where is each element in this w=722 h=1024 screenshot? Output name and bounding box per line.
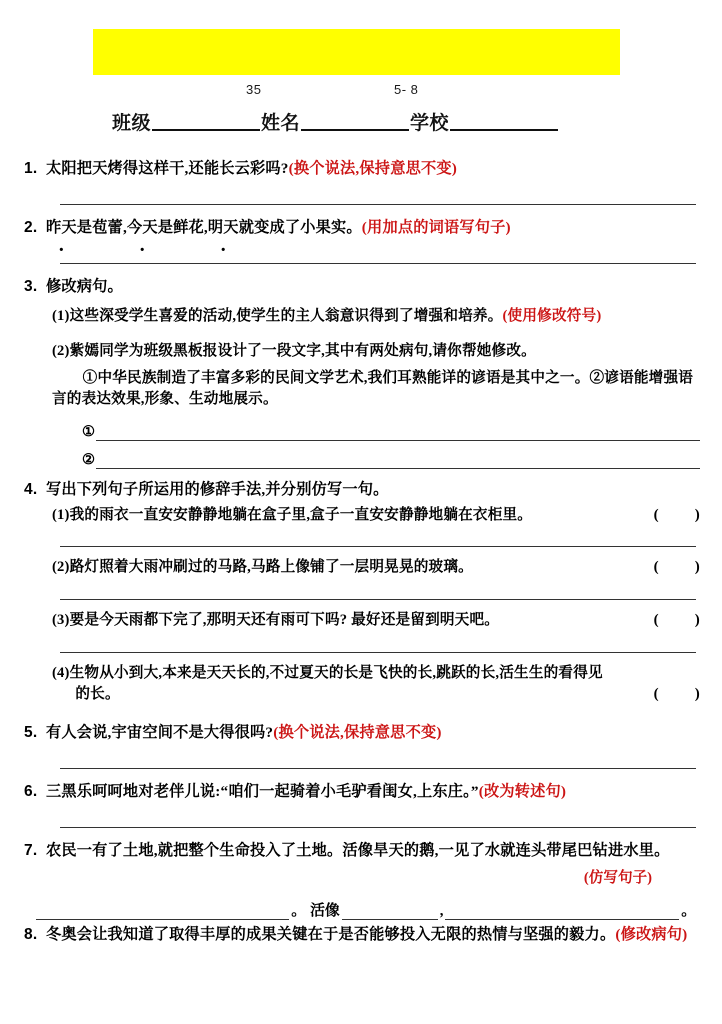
question-3-number: 3. [24,278,38,295]
question-6-number: 6. [24,782,38,800]
page-marker-row [0,82,722,102]
question-3-sub-2-label: (2) [52,343,70,360]
name-label: 姓名 [261,113,301,134]
question-1 [24,158,700,205]
question-7-blank-1[interactable] [36,904,289,920]
question-7-punct-3: 。 [681,902,696,919]
question-7-blank-2[interactable] [342,904,438,920]
question-4-item-2-sentence: 路灯照着大雨冲刷过的马路,马路上像铺了一层明晃晃的玻璃。 [69,559,473,576]
paren-close: ) [694,686,700,703]
question-5-number: 5. [24,723,38,741]
question-6-answer-line[interactable] [60,827,696,828]
question-2-seg-1: 是苞蕾, [76,219,127,236]
question-4-item-2 [52,557,700,579]
question-4-item-3 [52,610,700,632]
paren-close: ) [694,506,700,523]
question-4-title: 写出下列句子所运用的修辞手法,并分别仿写一句。 [46,480,389,498]
question-3-sub-1 [52,306,700,327]
question-2-text [46,217,700,239]
question-7-fill-row [36,899,698,920]
question-5-answer-line[interactable] [60,768,696,769]
class-blank[interactable] [152,129,260,131]
question-3-answer-1[interactable] [82,423,700,441]
question-4-item-1-label: (1) [52,506,70,523]
paren-open: ( [653,612,659,629]
paren-open: ( [653,506,659,523]
question-6-instruction: (改为转述句) [478,782,567,800]
question-4-item-4 [52,663,700,684]
question-3 [24,276,700,469]
question-2 [24,217,700,264]
question-3-sub-1-label: (1) [52,308,70,324]
section-range-marker: 5- 8 [394,82,419,97]
question-1-text [46,158,700,180]
paren-close: ) [694,559,700,576]
emphasis-word-2: 今天 [126,219,158,236]
question-2-seg-2: 是鲜花, [157,219,208,236]
paren-open: ( [653,559,659,576]
question-1-answer-line[interactable] [60,204,696,205]
question-2-instruction: (用加点的词语写句子) [361,219,511,236]
question-2-seg-3: 就变成了小果实。 [238,219,362,236]
question-7-punct-1: 。 [291,902,307,919]
question-1-sentence: 太阳把天烤得这样干,还能长云彩吗? [46,160,289,177]
question-6-text [46,781,700,803]
question-3-sub-1-text: 这些深受学生喜爱的活动,使学生的主人翁意识得到了增强和培养。 [69,308,503,324]
question-4-item-3-sentence: 要是今天雨都下完了,那明天还有雨可下吗? 最好还是留到明天吧。 [69,612,500,629]
question-4-item-3-text [52,610,644,631]
question-3-answer-2[interactable] [82,451,700,469]
answer-1-line[interactable] [96,426,700,441]
question-4-item-2-answer-paren[interactable] [644,557,700,579]
question-4-item-4-sentence-cont: 的长。 [75,686,120,703]
question-4-item-3-answer-paren[interactable] [644,610,700,632]
questions-container [24,158,700,946]
question-5-sentence: 有人会说,宇宙空间不是大得很吗? [46,723,274,741]
question-8-instruction: (修改病句) [615,925,688,943]
question-4-item-1-text [52,505,644,526]
paren-open: ( [653,686,659,703]
question-4-item-2-text [52,557,644,578]
answer-2-mark: ② [82,451,96,468]
question-4 [24,479,700,706]
question-3-title: 修改病句。 [46,278,123,295]
question-5-text [46,722,700,744]
answer-1-mark: ① [82,423,96,440]
question-4-item-1 [52,505,700,527]
emphasis-word-3: 明天 [207,219,239,236]
question-4-number: 4. [24,480,38,498]
question-4-item-1-answer-paren[interactable] [644,505,700,527]
question-5 [24,722,700,769]
student-info-line [112,108,632,135]
question-7-blank-3[interactable] [445,904,679,920]
question-4-item-1-sentence: 我的雨衣一直安安静静地躺在盒子里,盒子一直安安静静地躺在衣柜里。 [69,506,533,523]
question-8 [24,924,700,946]
question-8-text [46,924,700,946]
question-6 [24,781,700,828]
answer-2-line[interactable] [96,454,700,469]
question-4-item-4-answer-paren[interactable] [644,684,700,706]
question-4-item-4-label: (4) [52,664,70,681]
question-3-sub-2 [52,341,700,362]
yellow-redaction-bar [93,29,620,75]
question-3-sub-2-text: 紫嫣同学为班级黑板报设计了一段文字,其中有两处病句,请你帮她修改。 [69,343,536,360]
question-7-instruction: (仿写句子) [583,869,652,886]
question-4-item-3-label: (3) [52,612,70,629]
question-3-passage: ①中华民族制造了丰富多彩的民间文学艺术,我们耳熟能详的谚语是其中之一。②谚语能增强语言的表达效果,形象、生动地展示。 [52,370,694,408]
school-label: 学校 [410,113,450,134]
question-7-number: 7. [24,841,38,859]
name-blank[interactable] [301,129,409,131]
question-4-item-4-line2 [52,684,700,706]
question-1-number: 1. [24,160,38,177]
question-5-instruction: (换个说法,保持意思不变) [273,723,442,741]
page-number-marker: 35 [246,82,262,97]
question-2-answer-line[interactable] [60,263,696,264]
question-7-sentence: 农民一有了土地,就把整个生命投入了土地。活像旱天的鹅,一见了水就连头带尾巴钻进水里。 [46,841,670,859]
question-2-number: 2. [24,219,38,236]
question-7-midword: 活像 [310,902,340,919]
question-8-sentence: 冬奥会让我知道了取得丰厚的成果关键在于是否能够投入无限的热情与坚强的毅力。 [46,925,616,943]
paren-close: ) [694,612,700,629]
question-4-item-2-label: (2) [52,559,70,576]
question-7-punct-2: , [439,902,444,919]
question-3-sub-1-instruction: (使用修改符号) [502,308,602,324]
question-1-instruction: (换个说法,保持意思不变) [288,160,457,177]
question-8-number: 8. [24,925,38,943]
school-blank[interactable] [450,129,558,131]
question-7 [24,840,700,920]
question-6-sentence: 三黑乐呵呵地对老伴儿说:“咱们一起骑着小毛驴看闺女,上东庄。” [46,782,479,800]
emphasis-word-1: 昨天 [46,219,77,236]
question-4-item-4-sentence: 生物从小到大,本来是天天长的,不过夏天的长是飞快的长,跳跃的长,活生生的看得见 [69,664,603,681]
class-label: 班级 [112,113,152,134]
